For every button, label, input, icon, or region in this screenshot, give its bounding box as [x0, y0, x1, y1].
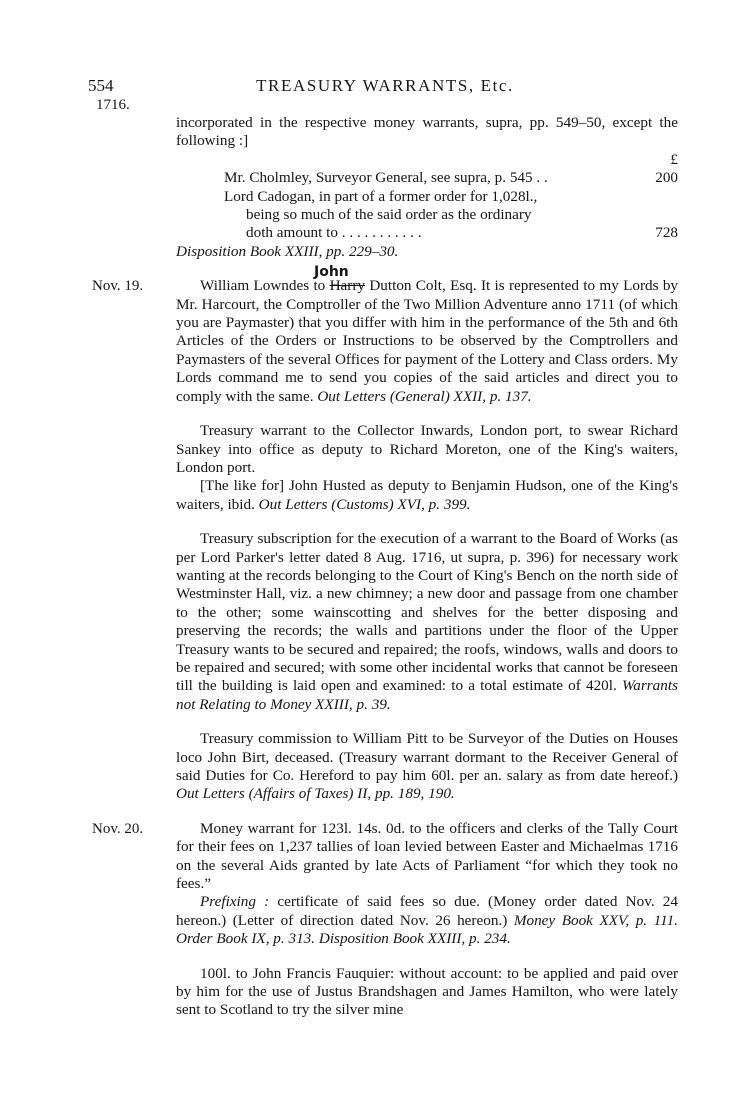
entry-text: Treasury subscription for the execution of a warrant to the Board of Works (as per Lord Parker's letter dated 8 Aug. 1716, ut supra, p. 396) for necessary work wanting at the records belonging to the Court of King's Bench on the north side of Westminster Hall, viz. a new chimney; a new door and passage from one chamber to the other; some wainscotting and shelves for the better disposing and preserving the records; the walls and partitions under the floor of the Upper Treasury wants to be secured and repaired; the roofs, windows, walls and doors to be repaired and secured; with some other incidental works that cannot be foreseen till the building is laid open and examined: to a total estimate of 420l.: [176, 530, 678, 695]
entry-text: Money warrant for 123l. 14s. 0d. to the officers and clerks of the Tally Court for their fees on 1,237 tallies of loan levied between Easter and Michaelmas 1716 on the several Aids granted by late Acts of Parliament “for which they took no fees.”: [176, 819, 678, 893]
entry-text: [The like for] John Husted as deputy to Benjamin Hudson, one of the King's waiters, ibid.: [176, 477, 678, 513]
entry-text: Treasury warrant to the Collector Inwards, London port, to swear Richard Sankey into office as deputy to Richard Moreton, one of the King's waiters, London port.: [176, 422, 678, 476]
entry-text: Dutton Colt, Esq. It is represented to my Lords by Mr. Harcourt, the Comptroller of the Two Million Adventure anno 1711 (of which you are Paymaster) that you differ with him in the performance of the 5th and 6th Articles of the Orders or Instructions to be observed by the Comptrollers and Paymasters of the several Offices for payment of the Lottery and Class orders. My Lords command me to send you copies of the said articles and direct you to comply with the same.: [176, 277, 679, 405]
list-item-line: Lord Cadogan, in part of a former order for 1,028l.,: [224, 187, 538, 205]
source-reference: Warrants not Relating to Money XXIII, p. 39.: [176, 677, 679, 713]
entry-text: 100l. to John Francis Fauquier: without account: to be applied and paid over by him for the use of Justus Brandshagen and James Hamilton, who were lately sent to Scotland to try the silver mine: [176, 964, 678, 1019]
entry-date: Nov. 19.: [92, 278, 144, 295]
handwritten-correction: John: [314, 264, 349, 281]
entry-collector-inwards: [176, 422, 678, 514]
entry-fauquier: [176, 965, 678, 1020]
source-reference: Out Letters (Customs) XVI, p. 399.: [258, 495, 471, 513]
list-item-amount: 728: [655, 224, 678, 242]
running-header: [88, 76, 682, 100]
entry-board-of-works: [176, 530, 678, 714]
entry-money-warrant: [92, 819, 678, 949]
entry-text: Treasury commission to William Pitt to be Surveyor of the Duties on Houses loco John Birt, deceased. (Treasury warrant dormant to the Receiver General of said Duties for Co. Hereford to pay him 60l. per an. salary as from date hereof.): [176, 730, 678, 784]
source-reference: Out Letters (General) XXII, p. 137.: [317, 387, 532, 405]
margin-year: 1716.: [96, 97, 130, 113]
entry-date: Nov. 20.: [92, 820, 144, 837]
entry-lead: William Lowndes to: [200, 277, 326, 295]
list-item: [224, 188, 678, 243]
intro-text: incorporated in the respective money warrants, supra, pp. 549–50, except the following :]: [176, 114, 678, 150]
intro-block: [176, 114, 678, 261]
list-item-line: doth amount to . . . . . . . . . . .: [246, 224, 422, 242]
source-reference: Out Letters (Affairs of Taxes) II, pp. 189, 190.: [176, 785, 455, 803]
prefix-label: Prefixing :: [200, 893, 270, 911]
payment-list: [176, 169, 678, 243]
entry-lowndes-letter: [92, 264, 679, 406]
struck-name: Harry: [329, 277, 365, 295]
entry-william-pitt: [176, 730, 678, 804]
source-reference: Disposition Book XXIII, pp. 229–30.: [176, 242, 399, 260]
list-item-line: being so much of the said order as the ordinary: [246, 206, 532, 224]
page-number: 554: [88, 76, 114, 95]
source-reference: Money Book XXV, p. 111. Order Book IX, p. 313. Disposition Book XXIII, p. 234.: [176, 911, 678, 948]
list-item: [224, 169, 678, 187]
running-title: TREASURY WARRANTS, Etc.: [256, 76, 514, 95]
prefix-text: certificate of said fees so due. (Money order dated Nov. 24 hereon.) (Letter of direction dated Nov. 26 hereon.): [176, 893, 678, 929]
page-body: [92, 114, 679, 1020]
list-item-amount: 200: [655, 169, 678, 187]
pound-sign: £: [670, 150, 678, 168]
list-item-text: Mr. Cholmley, Surveyor General, see supra, p. 545 . .: [224, 169, 548, 187]
